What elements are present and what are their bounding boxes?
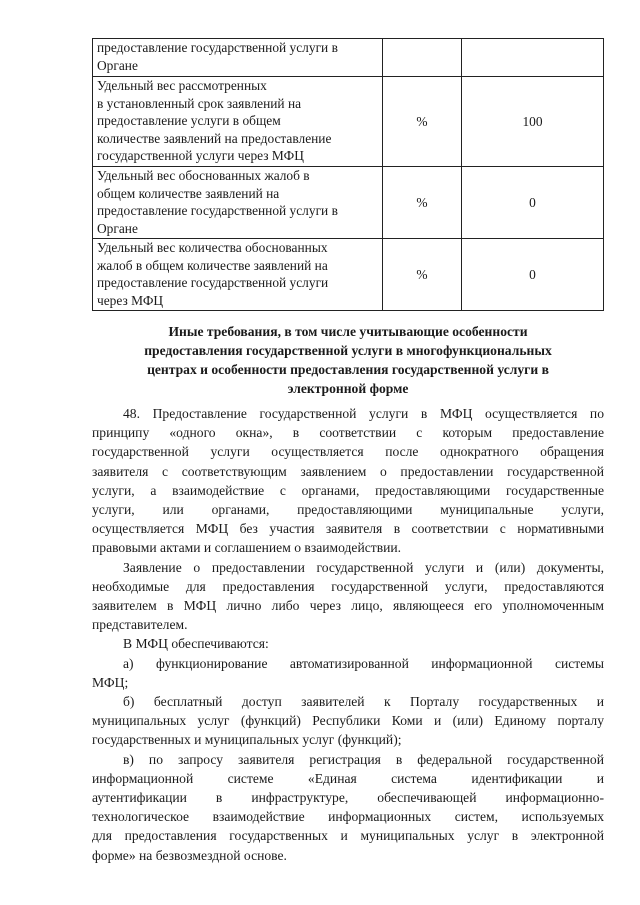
paragraph-line: технологическое взаимодействие информационных систем, используемых <box>92 809 604 825</box>
paragraph-line: представителем. <box>92 617 188 633</box>
indicator-line: Удельный вес рассмотренных <box>97 78 267 93</box>
indicator-cell <box>93 39 383 77</box>
paragraph-line: форме» на безвозмездной основе. <box>92 847 287 863</box>
unit-cell: % <box>383 77 462 167</box>
paragraph-line: муниципальных услуг (функций) Республики Коми и (или) Единому порталу <box>92 713 604 729</box>
heading-line: электронной форме <box>287 381 409 396</box>
paragraph-line: 48. Предоставление государственной услуги в МФЦ осуществляется по <box>123 406 604 421</box>
paragraph-line: информационной системе «Единая система идентификации и <box>92 770 604 786</box>
heading-line: предоставления государственной услуги в многофункциональных <box>144 343 552 358</box>
indicator-line: Органе <box>97 57 138 73</box>
indicator-line: в установленный срок заявлений на <box>97 95 302 111</box>
indicators-table <box>92 38 604 311</box>
paragraph-line: необходимые для предоставления государственной услуги, предоставляются <box>92 578 604 594</box>
table-row <box>93 77 604 167</box>
table-row <box>93 167 604 239</box>
indicator-cell <box>93 77 383 167</box>
indicator-line: Удельный вес количества обоснованных <box>97 240 328 255</box>
paragraph-line: Заявление о предоставлении государственной услуги и (или) документы, <box>123 559 604 575</box>
indicator-line: количестве заявлений на предоставление <box>97 130 332 146</box>
heading-line: Иные требования, в том числе учитывающие особенности <box>168 324 528 339</box>
paragraph-line: услуги, или органами, предоставляющими муниципальные услуги, <box>92 502 604 518</box>
paragraph-line: принципу «одного окна», в соответствии с которым предоставление <box>92 425 604 441</box>
value-cell <box>462 39 604 77</box>
paragraph-line: а) функционирование автоматизированной информационной системы <box>123 655 604 671</box>
indicator-line: предоставление государственной услуги <box>97 275 329 290</box>
paragraph-line: государственных и муниципальных услуг (функций); <box>92 732 402 748</box>
paragraph-line: государственной услуги осуществляется после однократного обращения <box>92 444 604 460</box>
indicator-line: Удельный вес обоснованных жалоб в <box>97 168 310 183</box>
body-text <box>92 404 604 865</box>
paragraph-line: правовыми актами и соглашением о взаимодействии. <box>92 540 402 556</box>
unit-cell <box>383 39 462 77</box>
paragraph-line: для предоставления государственных и муниципальных услуг в электронной <box>92 828 604 844</box>
paragraph-line: В МФЦ обеспечиваются: <box>123 636 269 652</box>
paragraph-line: заявителя с соответствующим заявлением о предоставлении государственной <box>92 463 604 479</box>
table-row <box>93 39 604 77</box>
paragraph-line: б) бесплатный доступ заявителей к Порталу государственных и <box>123 694 604 710</box>
paragraph-line: МФЦ; <box>92 674 129 690</box>
unit-cell: % <box>383 239 462 311</box>
indicator-line: предоставление государственной услуги в <box>97 203 338 218</box>
section-heading <box>92 322 604 398</box>
indicator-line: государственной услуги через МФЦ <box>97 148 304 163</box>
indicator-line: Органе <box>97 220 138 236</box>
unit-cell: % <box>383 167 462 239</box>
indicator-line: общем количестве заявлений на <box>97 185 280 201</box>
paragraph-line: услуги, а взаимодействие с органами, предоставляющими государственные <box>92 482 604 498</box>
value-cell: 0 <box>462 239 604 311</box>
paragraph-line: заявителем в МФЦ лично либо через лицо, являющееся его уполномоченным <box>92 598 604 614</box>
table-row <box>93 239 604 311</box>
paragraph-line: аутентификации в инфраструктуре, обеспечивающей информационно- <box>92 790 604 806</box>
paragraph-line: в) по запросу заявителя регистрация в федеральной государственной <box>123 751 604 767</box>
paragraph-line: осуществляется МФЦ без участия заявителя в соответствии с нормативными <box>92 521 604 537</box>
value-cell: 0 <box>462 167 604 239</box>
indicator-line: предоставление государственной услуги в <box>97 40 338 55</box>
value-cell: 100 <box>462 77 604 167</box>
indicator-cell <box>93 167 383 239</box>
indicator-line: жалоб в общем количестве заявлений на <box>97 257 328 273</box>
indicator-line: предоставление услуги в общем <box>97 113 281 128</box>
indicator-line: через МФЦ <box>97 292 164 308</box>
indicator-cell <box>93 239 383 311</box>
heading-line: центрах и особенности предоставления государственной услуги в <box>147 362 549 377</box>
